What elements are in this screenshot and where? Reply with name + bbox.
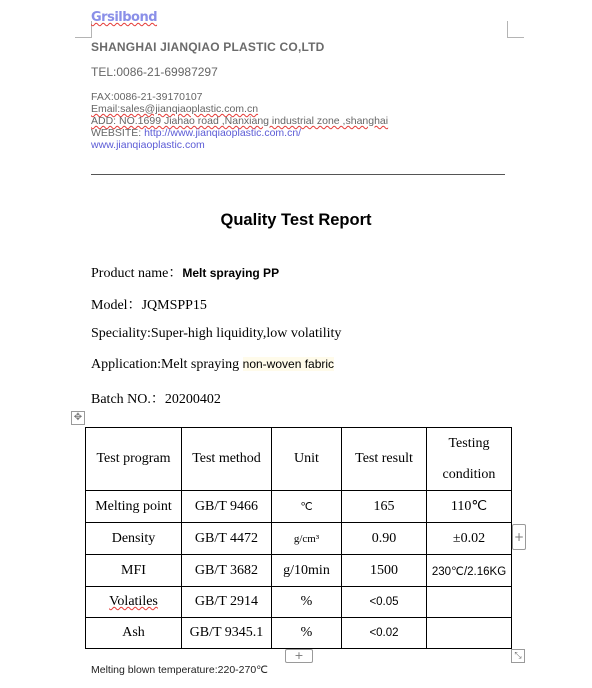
cell-result: 165	[342, 491, 427, 523]
table-row	[86, 618, 512, 649]
website-link[interactable]: http://www.jianqiaoplastic.com.cn/	[144, 127, 302, 139]
plus-icon: +	[294, 649, 304, 662]
application-value: non-woven fabric	[242, 357, 335, 371]
fax: FAX:0086-21-39170107	[91, 91, 203, 103]
crop-mark-top-left	[75, 21, 92, 38]
model-value: JQMSPP15	[141, 298, 207, 313]
model-field	[91, 294, 207, 314]
table-row	[86, 587, 512, 618]
speciality-field: Speciality:Super-high liquidity,low volatility	[91, 326, 342, 341]
header-testing-condition-line1: Testing	[448, 436, 490, 451]
crop-mark-top-right	[507, 21, 524, 38]
cell-program	[86, 587, 182, 618]
cell-result: 1500	[342, 555, 427, 587]
footer-note: Melting blown temperature:220-270℃	[91, 664, 268, 676]
table-row	[86, 555, 512, 587]
cell-condition: ±0.02	[427, 523, 512, 555]
test-table	[85, 427, 512, 649]
cell-program: Melting point	[86, 491, 182, 523]
cell-result: <0.02	[342, 618, 427, 649]
cell-program: Density	[86, 523, 182, 555]
application-label: Application:Melt spraying	[91, 357, 243, 372]
header-test-result: Test result	[342, 428, 427, 491]
batch-label: Batch NO.：	[91, 392, 165, 407]
table-row	[86, 491, 512, 523]
cell-unit: %	[272, 587, 342, 618]
cell-program: MFI	[86, 555, 182, 587]
cell-unit: %	[272, 618, 342, 649]
cell-method: GB/T 4472	[182, 523, 272, 555]
table-resize-handle[interactable]	[511, 649, 525, 663]
table-header-row	[86, 428, 512, 491]
cell-condition	[427, 618, 512, 649]
add-column-button[interactable]	[512, 524, 526, 550]
batch-value: 20200402	[164, 392, 221, 407]
address-text: ADD: NO.1699 Jiahao road ,Nanxiang industrial zone ,shanghai	[91, 115, 389, 127]
header-unit: Unit	[272, 428, 342, 491]
header-test-program: Test program	[86, 428, 182, 491]
plus-icon: +	[513, 530, 525, 544]
header-test-method: Test method	[182, 428, 272, 491]
cell-program-text: Volatiles	[109, 594, 158, 609]
resize-icon: ⤡	[514, 651, 522, 661]
cell-condition	[427, 587, 512, 618]
address	[91, 115, 388, 127]
table-row	[86, 523, 512, 555]
website	[91, 127, 301, 139]
cell-method: GB/T 2914	[182, 587, 272, 618]
product-name-value: Melt spraying PP	[182, 266, 280, 280]
company-logo: Grsilbond	[91, 10, 158, 25]
move-icon: ✥	[73, 412, 83, 423]
email-text: Email:sales@jianqiaoplastic.com.cn	[91, 103, 259, 115]
cell-result: <0.05	[342, 587, 427, 618]
website-alt-link[interactable]: www.jianqiaoplastic.com	[91, 139, 205, 151]
product-name-field	[91, 262, 279, 282]
cell-program: Ash	[86, 618, 182, 649]
cell-unit: g/10min	[272, 555, 342, 587]
batch-field	[91, 388, 221, 408]
header-divider	[91, 174, 505, 175]
company-name: SHANGHAI JIANQIAO PLASTIC CO,LTD	[91, 40, 325, 54]
header-testing-condition-line2: condition	[442, 467, 496, 482]
product-name-label: Product name：	[91, 266, 183, 281]
cell-unit: g/cm³	[272, 523, 342, 555]
report-title: Quality Test Report	[220, 211, 372, 229]
cell-method: GB/T 9466	[182, 491, 272, 523]
telephone: TEL:0086-21-69987297	[91, 65, 218, 79]
cell-method: GB/T 9345.1	[182, 618, 272, 649]
cell-method: GB/T 3682	[182, 555, 272, 587]
model-label: Model：	[91, 298, 142, 313]
cell-result: 0.90	[342, 523, 427, 555]
add-row-button[interactable]	[285, 649, 313, 663]
table-move-handle[interactable]	[71, 411, 85, 425]
cell-condition: 230℃/2.16KG	[427, 555, 512, 587]
application-field	[91, 357, 334, 373]
header-testing-condition	[427, 428, 512, 491]
cell-condition: 110℃	[427, 491, 512, 523]
cell-unit: ℃	[272, 491, 342, 523]
email	[91, 103, 258, 115]
website-label: WEBSITE:	[91, 127, 145, 139]
